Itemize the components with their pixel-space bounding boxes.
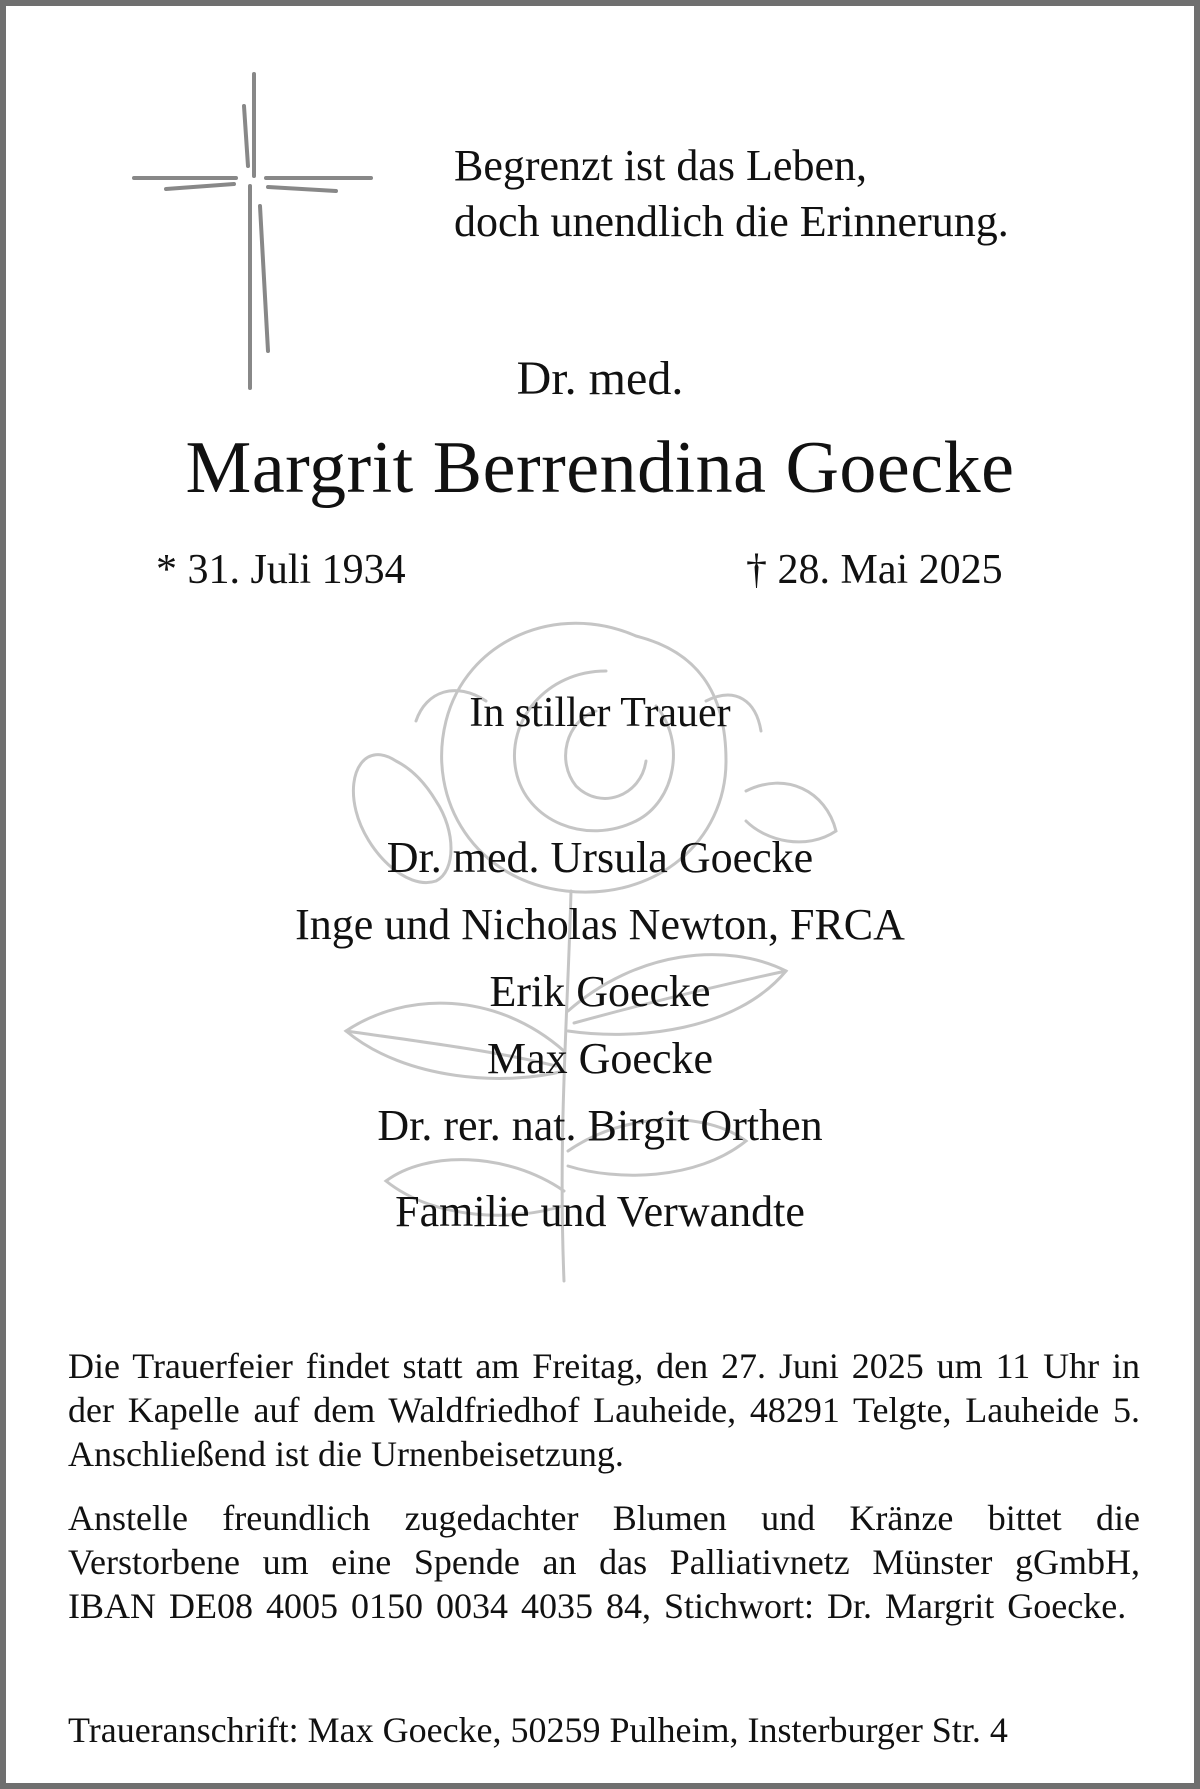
mourning-heading: In stiller Trauer (469, 690, 731, 736)
motto-line: Begrenzt ist das Leben, (454, 141, 867, 190)
donation-notice: Anstelle freundlich zugedachter Blumen und Kränze bittet die Verstorbene um eine Spende an das Palliativnetz Münster gGmbH, IBAN DE08 4005 0150 0034 4035 84, Stichwort: Dr. Margrit Goecke. (68, 1498, 1140, 1626)
motto-quote (454, 138, 1009, 250)
mourner-name: Max Goecke (486, 1034, 713, 1083)
mourners-list (6, 824, 1194, 1159)
motto-line: doch unendlich die Erinnerung. (454, 197, 1009, 246)
deceased-title: Dr. med. (516, 352, 684, 405)
mourner-name: Dr. rer. nat. Birgit Orthen (377, 1101, 823, 1150)
obituary-card (6, 6, 1194, 1783)
cross-icon (126, 66, 386, 396)
funeral-notice: Die Trauerfeier findet statt am Freitag, den 27. Juni 2025 um 11 Uhr in der Kapelle auf dem Waldfriedhof Lauheide, 48291 Telgte, Lauheide 5. Anschließend ist die Urnenbeisetzung. (68, 1346, 1140, 1474)
mourning-address: Traueranschrift: Max Goecke, 50259 Pulheim, Insterburger Str. 4 (68, 1710, 1008, 1750)
birth-date: * 31. Juli 1934 (156, 547, 406, 593)
mourner-name: Inge und Nicholas Newton, FRCA (295, 900, 905, 949)
mourner-name: Dr. med. Ursula Goecke (386, 833, 814, 882)
family-line: Familie und Verwandte (395, 1187, 805, 1236)
deceased-name: Margrit Berrendina Goecke (185, 427, 1015, 509)
mourner-name: Erik Goecke (489, 967, 711, 1016)
death-date: † 28. Mai 2025 (746, 547, 1003, 593)
